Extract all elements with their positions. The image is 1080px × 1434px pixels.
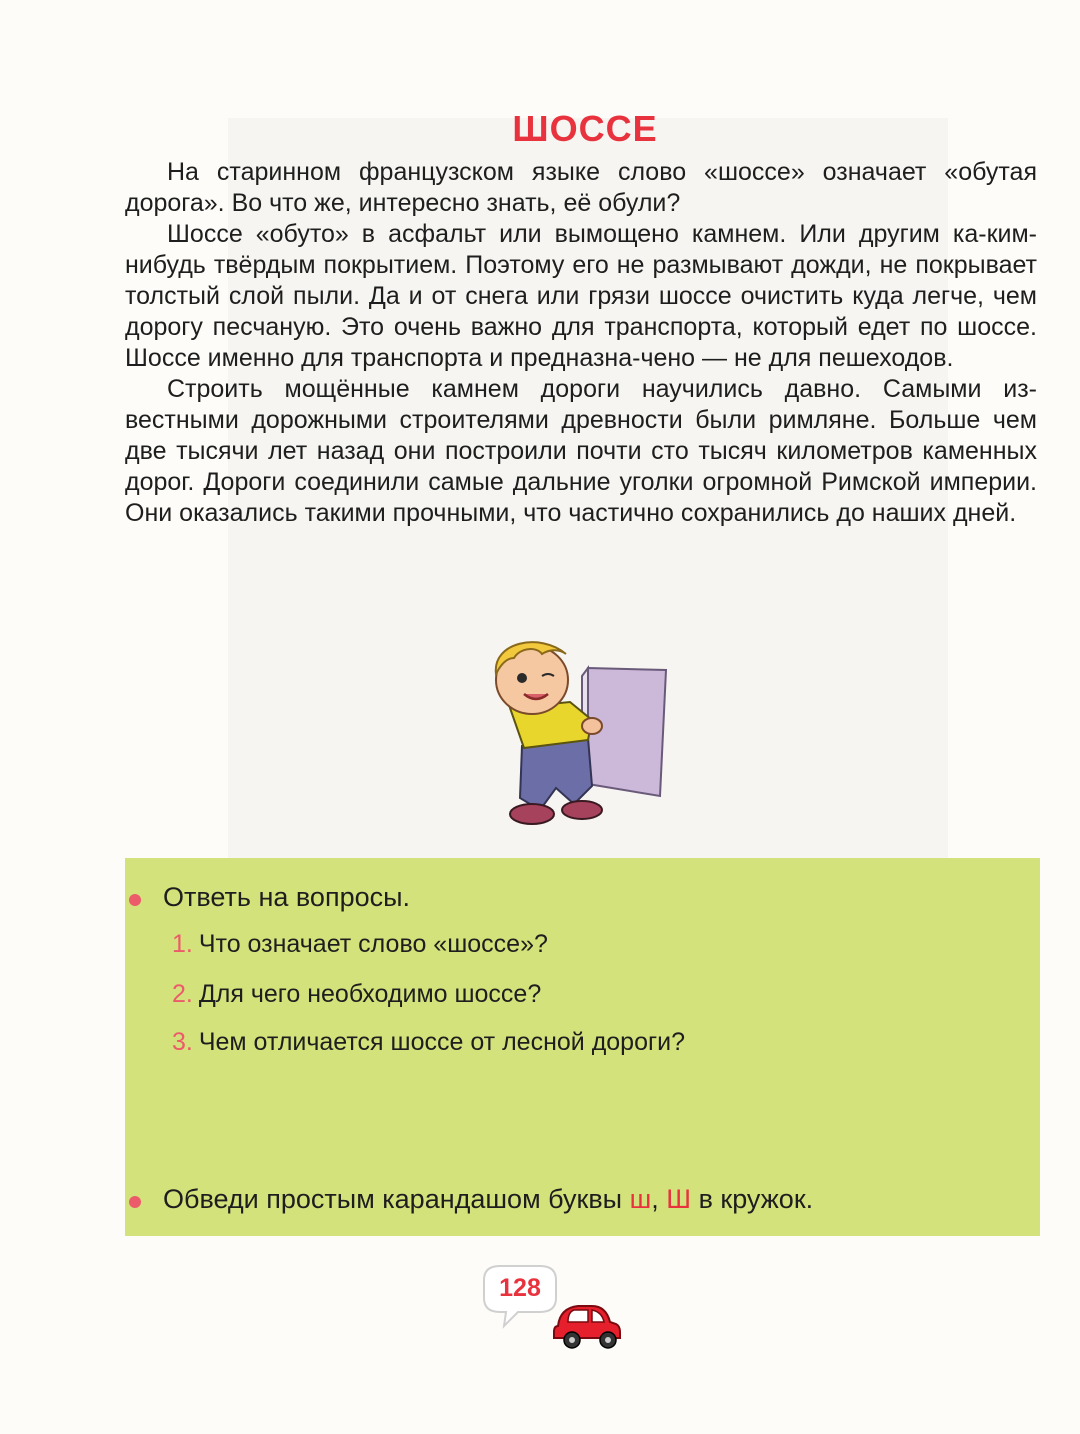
red-car-icon [554, 1306, 620, 1348]
question-number: 1. [172, 930, 193, 958]
circle-letters-task [163, 1184, 813, 1215]
letter-lowercase: ш [629, 1184, 652, 1214]
comma: , [651, 1184, 659, 1214]
answer-heading: Ответь на вопросы. [163, 882, 411, 912]
paragraph: Строить мощённые камнем дороги научились давно. Самыми из-вестными дорожными строителями древности были римляне. Больше чем две тысячи лет назад они построили почти сто тысяч километров каменных дорог. Дороги соединили самые дальние уголки огромной Римской империи. Они оказались такими прочными, что частично сохранились до наших дней. [125, 375, 1037, 527]
question-number: 2. [172, 980, 193, 1008]
task-text-end: в кружок. [698, 1184, 814, 1214]
letter-uppercase: Ш [666, 1184, 692, 1214]
article-text [125, 157, 1037, 529]
paragraph: Шоссе «обуто» в асфальт или вымощено камнем. Или другим ка-ким-нибудь твёрдым покрытием. Поэтому его не размывают дожди, не покрывает толстый слой пыли. Да и от снега или грязи шоссе очистить куда легче, чем дорогу песчаную. Это очень важно для транспорта, который едет по шоссе. Шоссе именно для транспорта и предназна-чено — не для пешеходов. [125, 220, 1037, 372]
page-title: ШОССЕ [512, 108, 658, 149]
question-item [172, 1028, 685, 1057]
question-number: 3. [172, 1028, 193, 1056]
page-number-badge [474, 1262, 634, 1352]
bullet-icon [129, 894, 141, 906]
task-text: Обведи простым карандашом буквы [163, 1184, 623, 1214]
page-number: 128 [499, 1274, 541, 1302]
question-text: Что означает слово «шоссе»? [198, 930, 548, 958]
question-text: Чем отличается шоссе от лесной дороги? [198, 1028, 685, 1056]
paragraph: На старинном французском языке слово «шоссе» означает «обутая дорога». Во что же, интересно знать, её обули? [125, 158, 1037, 217]
tasks-panel [125, 858, 1040, 1236]
bullet-icon [129, 1196, 141, 1208]
boy-with-book-illustration [470, 628, 690, 836]
question-text: Для чего необходимо шоссе? [198, 980, 542, 1008]
question-item [172, 980, 541, 1009]
question-item [172, 930, 548, 959]
